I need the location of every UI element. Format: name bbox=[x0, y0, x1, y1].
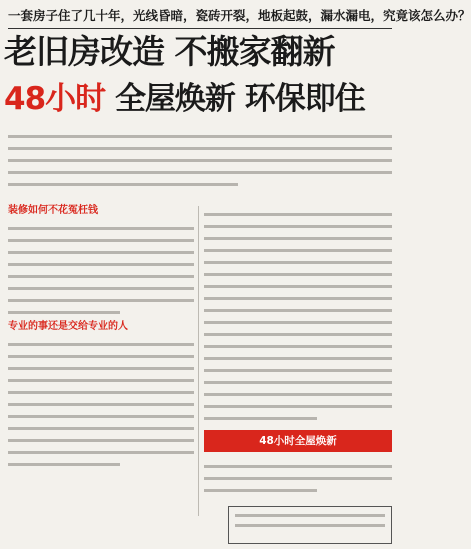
kicker: 一套房子住了几十年，光线昏暗，瓷砖开裂，地板起鼓，漏水漏电，究竟该怎么办？ bbox=[8, 4, 392, 29]
illegible-line bbox=[8, 379, 194, 382]
illegible-line bbox=[204, 381, 392, 384]
illegible-line bbox=[8, 463, 120, 466]
promo-banner: 48小时全屋焕新 bbox=[204, 430, 392, 452]
illegible-line bbox=[8, 403, 194, 406]
illegible-line bbox=[8, 391, 194, 394]
illegible-line bbox=[8, 263, 194, 266]
illegible-line bbox=[8, 427, 194, 430]
illegible-line bbox=[204, 345, 392, 348]
illegible-line bbox=[204, 285, 392, 288]
store-info-box bbox=[228, 506, 392, 544]
left-column bbox=[8, 204, 194, 504]
illegible-line bbox=[204, 261, 392, 264]
illegible-line bbox=[8, 451, 194, 454]
illegible-line bbox=[204, 489, 317, 492]
illegible-line bbox=[204, 417, 317, 420]
illegible-line bbox=[8, 343, 194, 346]
illegible-line bbox=[204, 249, 392, 252]
illegible-line bbox=[8, 239, 194, 242]
illegible-line bbox=[8, 171, 392, 174]
illegible-line bbox=[204, 405, 392, 408]
subhead-renew: 全屋焕新 bbox=[114, 81, 235, 117]
illegible-line bbox=[204, 477, 392, 480]
illegible-line bbox=[235, 524, 385, 527]
illegible-line bbox=[204, 213, 392, 216]
intro-paragraph bbox=[8, 126, 392, 200]
illegible-line bbox=[8, 355, 194, 358]
section-title: 专业的事还是交给专业的人 bbox=[8, 321, 128, 332]
illegible-line bbox=[204, 237, 392, 240]
illegible-line bbox=[204, 465, 392, 468]
illegible-line bbox=[8, 135, 392, 138]
illegible-line bbox=[8, 287, 194, 290]
illegible-line bbox=[204, 297, 392, 300]
illegible-line bbox=[204, 273, 392, 276]
illegible-line bbox=[8, 415, 194, 418]
subhead-eco: 环保即住 bbox=[244, 81, 365, 117]
illegible-line bbox=[235, 514, 385, 517]
illegible-line bbox=[8, 159, 392, 162]
subhead-hours: 48小时 bbox=[4, 81, 106, 117]
illegible-line bbox=[204, 309, 392, 312]
illegible-line bbox=[204, 369, 392, 372]
section-title: 装修如何不花冤枉钱 bbox=[8, 205, 98, 216]
headline: 老旧房改造 不搬家翻新 bbox=[4, 32, 335, 71]
illegible-line bbox=[204, 393, 392, 396]
illegible-line bbox=[8, 147, 392, 150]
illegible-line bbox=[8, 367, 194, 370]
illegible-line bbox=[8, 439, 194, 442]
illegible-line bbox=[8, 311, 120, 314]
column-divider bbox=[198, 206, 199, 516]
illegible-line bbox=[204, 357, 392, 360]
subhead bbox=[4, 76, 396, 122]
illegible-line bbox=[8, 227, 194, 230]
illegible-line bbox=[204, 333, 392, 336]
illegible-line bbox=[8, 183, 238, 186]
promo-paragraph bbox=[204, 456, 392, 502]
illegible-line bbox=[8, 299, 194, 302]
illegible-line bbox=[204, 225, 392, 228]
illegible-line bbox=[8, 275, 194, 278]
illegible-line bbox=[204, 321, 392, 324]
illegible-line bbox=[8, 251, 194, 254]
